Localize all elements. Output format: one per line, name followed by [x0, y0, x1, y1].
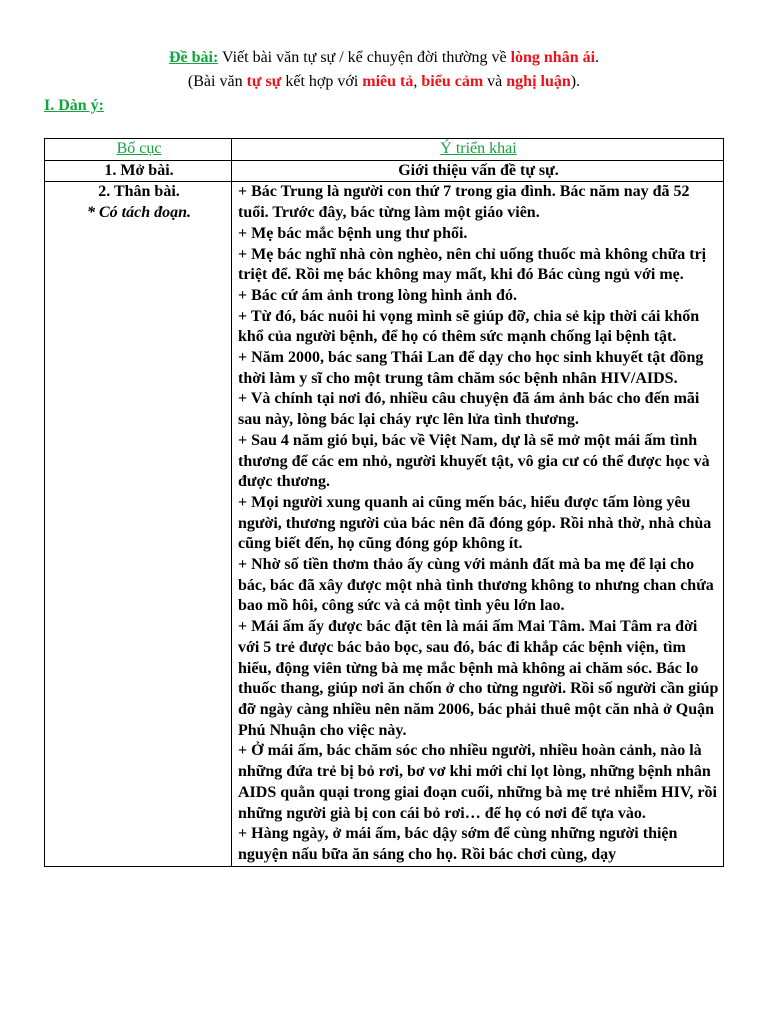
list-item: + Bác Trung là người con thứ 7 trong gia đình. Bác năm nay đã 52 tuổi. Trước đây, bác từng làm một giáo viên. — [238, 183, 690, 222]
part-body-label: 2. Thân bài. — [98, 183, 180, 201]
list-item: + Hàng ngày, ở mái ấm, bác dậy sớm để cùng những người thiện nguyện nấu bữa ăn sáng cho họ. Rồi bác chơi cùng, dạy — [238, 825, 678, 863]
cell-part-introduction: 1. Mở bài. — [45, 160, 232, 182]
list-item: + Sau 4 năm gió bụi, bác về Việt Nam, dự là sẽ mở một mái ấm tình thương để các em nhỏ, người khuyết tật, vô gia cư có thể được học và được thương. — [238, 431, 710, 491]
genre-note-mid2: và — [483, 73, 507, 90]
part-body-note: * Có tách đoạn. — [86, 204, 191, 222]
list-item: + Bác cứ ám ảnh trong lòng hình ảnh đó. — [238, 286, 517, 304]
genre-note-comma: , — [413, 73, 422, 90]
table-header-row — [45, 139, 724, 161]
prompt-text: Viết bài văn tự sự / kể chuyện đời thường về — [218, 49, 511, 66]
list-item: + Năm 2000, bác sang Thái Lan để dạy cho học sinh khuyết tật đồng thời làm y sĩ cho một trung tâm chăm sóc bệnh nhân HIV/AIDS. — [238, 349, 704, 387]
prompt-label: Đề bài: — [168, 49, 219, 66]
genre-descriptive: miêu tả — [362, 73, 414, 90]
prompt-genre-note — [0, 72, 768, 92]
header-structure: Bố cục — [45, 139, 232, 161]
prompt-topic: lòng nhân ái — [510, 49, 596, 66]
cell-content-body — [232, 182, 724, 866]
genre-note-mid1: kết hợp với — [281, 73, 363, 90]
list-item: + Mọi người xung quanh ai cũng mến bác, hiểu được tấm lòng yêu người, thương người của bác nên đã đóng góp. Rồi nhà thờ, nhà chùa cũng biết đến, họ cũng đóng góp không ít. — [238, 493, 712, 553]
list-item: + Ở mái ấm, bác chăm sóc cho nhiều người, nhiều hoàn cảnh, nào là những đứa trẻ bị bỏ rơi, bơ vơ khi mới chỉ lọt lòng, những bệnh nhân AIDS quằn quại trong giai đoạn cuối, những bà mẹ trẻ nhiễm HIV, rồi những người già bị con cái bỏ rơi… để họ có nơi để tựa vào. — [238, 742, 717, 822]
outline-table — [44, 138, 724, 867]
list-item: + Mẹ bác nghĩ nhà còn nghèo, nên chỉ uống thuốc mà không chữa trị triệt để. Rồi mẹ bác không may mất, khi đó Bác cùng ngủ với mẹ. — [238, 245, 707, 284]
genre-note-open: (Bài văn — [187, 73, 247, 90]
list-item: + Mẹ bác mắc bệnh ung thư phổi. — [238, 224, 468, 242]
list-item: + Mái ấm ấy được bác đặt tên là mái ấm Mai Tâm. Mai Tâm ra đời với 5 trẻ được bác bảo bọc, sau đó, bác đi khắp các bệnh viện, tìm hiểu, động viên từng bà mẹ mắc bệnh mà không ai chăm sóc. Bác lo thuốc thang, giúp nơi ăn chốn ở cho từng người. Rồi số người cần giúp đỡ ngày càng nhiều nên năm 2006, bác phải thuê một căn nhà ở Quận Phú Nhuận cho việc này. — [238, 618, 719, 739]
header-ideas: Ý triển khai — [232, 139, 724, 161]
genre-note-close: ). — [570, 73, 581, 90]
cell-content-introduction: Giới thiệu vấn đề tự sự. — [232, 160, 724, 182]
section-heading: I. Dàn ý: — [44, 97, 105, 114]
list-item: + Từ đó, bác nuôi hi vọng mình sẽ giúp đỡ, chia sẻ kịp thời cái khốn khổ của người bệnh, để họ có thêm sức mạnh chống lại bệnh tật. — [238, 307, 700, 346]
table-row-body — [45, 182, 724, 866]
prompt-period: . — [595, 49, 600, 66]
assignment-prompt — [0, 48, 768, 68]
genre-expressive: biểu cảm — [421, 73, 484, 90]
list-item: + Và chính tại nơi đó, nhiều câu chuyện đã ám ảnh bác cho đến mãi sau này, lòng bác lại cháy rực lên lửa tình thương. — [238, 390, 700, 429]
genre-argumentative: nghị luận — [506, 73, 571, 90]
list-item: + Nhờ số tiền thơm thảo ấy cùng với mảnh đất mà ba mẹ để lại cho bác, bác đã xây được một nhà tình thương không to nhưng chan chứa bao mồ hôi, công sức và cả một tình yêu lớn lao. — [238, 556, 714, 615]
cell-part-body — [45, 182, 232, 866]
genre-narrative: tự sự — [246, 73, 282, 90]
table-row-introduction — [45, 160, 724, 182]
